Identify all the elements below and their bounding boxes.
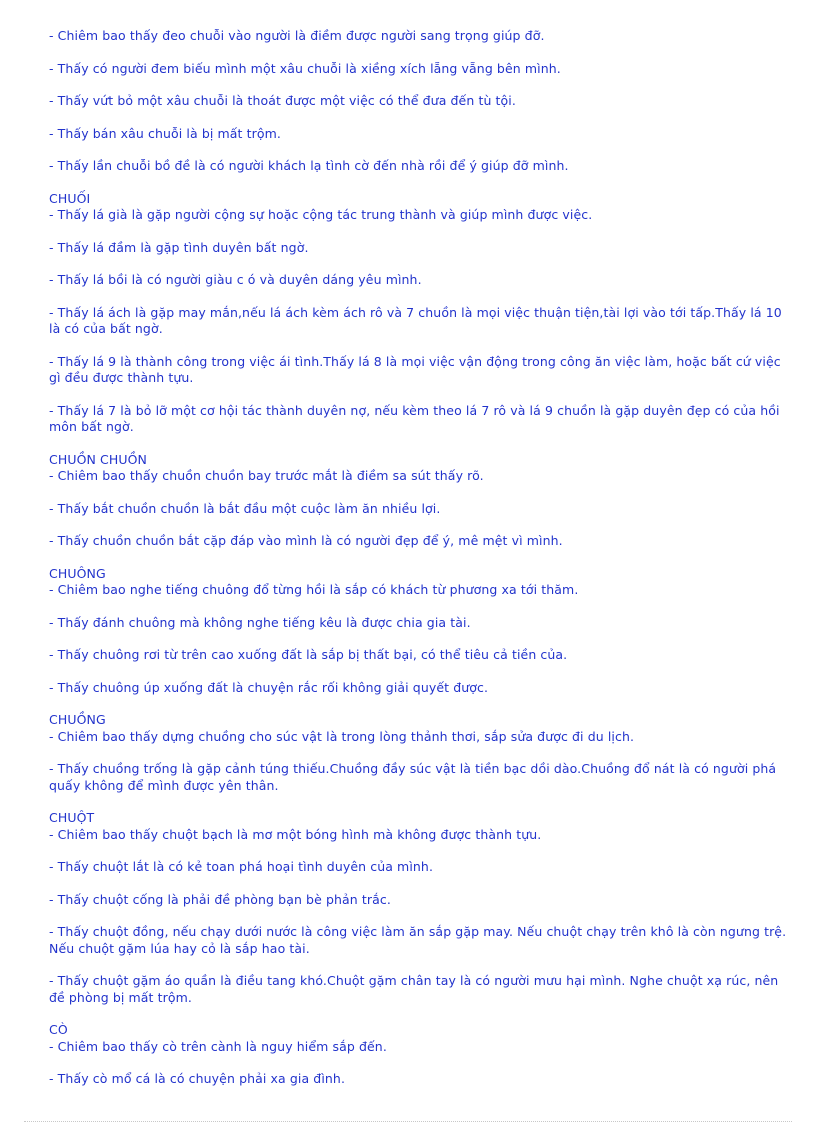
paragraph: - Thấy lá đầm là gặp tình duyên bất ngờ. [49, 239, 309, 255]
paragraph: - Thấy có người đem biếu mình một xâu chuỗi là xiềng xích lẵng vẵng bên mình. [49, 60, 561, 76]
paragraph: - Chiêm bao nghe tiếng chuông đổ từng hồi là sắp có khách từ phương xa tới thăm. [49, 582, 579, 597]
section-heading: CÒ [49, 1022, 68, 1037]
paragraph: - Thấy bắt chuồn chuồn là bắt đầu một cuộc làm ăn nhiều lợi. [49, 500, 441, 516]
section-heading: CHUỒNG [49, 712, 106, 727]
section-heading: CHUỐI [49, 190, 91, 206]
paragraph: - Thấy chuột cống là phải đề phòng bạn bè phản trắc. [49, 891, 391, 907]
section-chuon-chuon [49, 452, 789, 550]
paragraph: - Thấy lá 7 là bỏ lỡ một cơ hội tác thành duyên nợ, nếu kèm theo lá 7 rô và lá 9 chuồn là gặp duyên đẹp có của hồi môn bất ngờ. [49, 402, 780, 434]
paragraph: - Thấy cò mổ cá là có chuyện phải xa gia đình. [49, 1071, 346, 1086]
paragraph: - Thấy chuột đồng, nếu chạy dưới nước là công việc làm ăn sắp gặp may. Nếu chuột chạy trên khô là còn ngưng trệ. Nếu chuột gặm lúa hay cỏ là sắp hao tài. [49, 924, 787, 956]
paragraph: - Thấy chuồn chuồn bắt cặp đáp vào mình là có người đẹp để ý, mê mệt vì mình. [49, 533, 563, 548]
section-heading: CHUỘT [49, 810, 95, 825]
intro-block [49, 28, 789, 175]
paragraph: - Thấy lần chuỗi bồ đề là có người khách lạ tình cờ đến nhà rồi để ý giúp đỡ mình. [49, 158, 569, 173]
document-body [49, 28, 789, 1104]
paragraph: - Thấy chuông úp xuống đất là chuyện rắc rối không giải quyết được. [49, 679, 489, 695]
paragraph: - Chiêm bao thấy chuột bạch là mơ một bóng hình mà không được thành tựu. [49, 826, 542, 842]
paragraph: - Thấy đánh chuông mà không nghe tiếng kêu là được chia gia tài. [49, 614, 471, 630]
section-heading: CHUỒN CHUỒN [49, 451, 148, 467]
paragraph: - Thấy lá ách là gặp may mắn,nếu lá ách kèm ách rô và 7 chuồn là mọi việc thuận tiện,tài lợi vào tới tấp.Thấy lá 10 là có của bất ngờ. [49, 304, 782, 336]
section-co [49, 1022, 789, 1088]
paragraph: - Thấy chuột lắt là có kẻ toan phá hoại tình duyên của mình. [49, 859, 434, 874]
section-chuong [49, 566, 789, 697]
paragraph: - Thấy chuồng trống là gặp cảnh túng thiếu.Chuồng đầy súc vật là tiền bạc dồi dào.Chuồng đổ nát là có người phá quấy không để mình được yên thân. [49, 761, 777, 793]
paragraph: - Thấy lá già là gặp người cộng sự hoặc cộng tác trung thành và giúp mình được việc. [49, 207, 593, 222]
paragraph: - Thấy vứt bỏ một xâu chuỗi là thoát được một việc có thể đưa đến tù tội. [49, 93, 516, 108]
paragraph: - Chiêm bao thấy dựng chuồng cho súc vật là trong lòng thảnh thơi, sắp sửa được đi du lịch. [49, 728, 635, 744]
paragraph: - Thấy lá 9 là thành công trong việc ái tình.Thấy lá 8 là mọi việc vận động trong công ăn việc làm, hoặc bất cứ việc gì đều được thành tựu. [49, 353, 781, 385]
section-chuot [49, 810, 789, 1006]
page-divider [24, 1121, 792, 1122]
section-chuoi [49, 191, 789, 436]
paragraph: - Thấy chuông rơi từ trên cao xuống đất là sắp bị thất bại, có thể tiêu cả tiền của. [49, 647, 568, 662]
section-heading: CHUÔNG [49, 565, 106, 581]
paragraph: - Chiêm bao thấy đeo chuỗi vào người là điềm được người sang trọng giúp đỡ. [49, 28, 545, 43]
paragraph: - Chiêm bao thấy chuồn chuồn bay trước mắt là điềm sa sút thấy rõ. [49, 468, 484, 483]
section-chuong-animal-pen [49, 712, 789, 794]
paragraph: - Thấy chuột gặm áo quần là điều tang khó.Chuột gặm chân tay là có người mưu hại mình. Nghe chuột xạ rúc, nên đề phòng bị mất trộm. [49, 973, 779, 1005]
paragraph: - Thấy lá bồi là có người giàu c ó và duyên dáng yêu mình. [49, 272, 422, 287]
paragraph: - Thấy bán xâu chuỗi là bị mất trộm. [49, 125, 281, 141]
paragraph: - Chiêm bao thấy cò trên cành là nguy hiểm sắp đến. [49, 1038, 387, 1054]
